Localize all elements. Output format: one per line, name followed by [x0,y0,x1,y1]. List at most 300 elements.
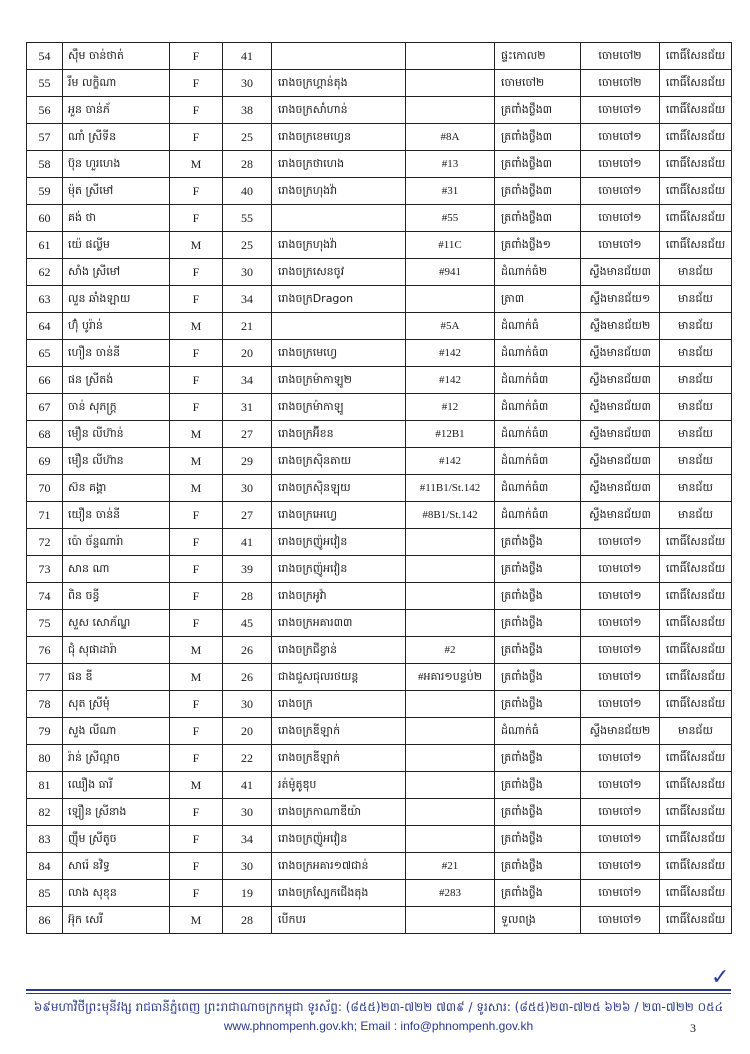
district-cell: ពោធិ៍សែនជ័យ [660,853,732,880]
village-cell: ត្រពាំងថ្លឹង [495,556,581,583]
row-number-cell: 71 [27,502,63,529]
workplace-cell [272,43,406,70]
house-number-cell: #12B1 [406,421,495,448]
age-cell: 30 [223,853,272,880]
commune-cell: ស្ទឹងមានជ័យ៣ [581,394,660,421]
row-number-cell: 86 [27,907,63,934]
sex-cell: M [170,907,223,934]
row-number-cell: 67 [27,394,63,421]
workplace-cell: រោងចក្រថាហេង [272,151,406,178]
workplace-cell: រោងចក្រអេហ្វេ [272,502,406,529]
person-name-cell: លួន ឆាំងឡាយ [63,286,170,313]
district-cell: ពោធិ៍សែនជ័យ [660,556,732,583]
workplace-cell: រោងចក្រអគារ១៧ជាន់ [272,853,406,880]
village-cell: ត្រពាំងថ្លឹង [495,610,581,637]
sex-cell: F [170,178,223,205]
workplace-cell: រត់ម៉ូតូឌុប [272,772,406,799]
district-cell: ពោធិ៍សែនជ័យ [660,826,732,853]
row-number-cell: 54 [27,43,63,70]
age-cell: 28 [223,583,272,610]
house-number-cell: #11C [406,232,495,259]
house-number-cell [406,826,495,853]
table-row [27,745,732,772]
row-number-cell: 84 [27,853,63,880]
village-cell: ដំណាក់ធំ៣ [495,367,581,394]
workplace-cell: រោងចក្រញ៉ូអវៀន [272,556,406,583]
sex-cell: F [170,205,223,232]
table-row [27,70,732,97]
workplace-cell: រោងចក្រសេនចូវ [272,259,406,286]
commune-cell: ចោមចៅ១ [581,556,660,583]
house-number-cell: #941 [406,259,495,286]
workplace-cell: រោងចក្រម៉ាកាឡូ [272,394,406,421]
workplace-cell: រោងចក្រឌីឡាក់ [272,745,406,772]
person-name-cell: ឈឿង ធារី [63,772,170,799]
row-number-cell: 61 [27,232,63,259]
district-cell: ពោធិ៍សែនជ័យ [660,151,732,178]
table-row [27,799,732,826]
workplace-cell: រោងចក្រអូវ៉ា [272,583,406,610]
house-number-cell [406,43,495,70]
page-number: 3 [690,1021,696,1035]
row-number-cell: 63 [27,286,63,313]
workplace-cell: រោងចក្រស្បែកជើងតុង [272,880,406,907]
district-cell: ពោធិ៍សែនជ័យ [660,70,732,97]
table-row [27,853,732,880]
person-name-cell: ចាន់ សុភក្ត្រ [63,394,170,421]
person-name-cell: យឿន ចាន់នី [63,502,170,529]
house-number-cell: #283 [406,880,495,907]
workplace-cell: បើកបរ [272,907,406,934]
commune-cell: ចោមចៅ១ [581,232,660,259]
age-cell: 38 [223,97,272,124]
house-number-cell: #8A [406,124,495,151]
commune-cell: ចោមចៅ១ [581,880,660,907]
house-number-cell [406,907,495,934]
table-row [27,556,732,583]
commune-cell: ចោមចៅ១ [581,124,660,151]
workplace-cell: រោងចក្រមេហ្វេ [272,340,406,367]
footer-email[interactable]: info@phnompenh.gov.kh [400,1019,534,1033]
workplace-cell: រោងចក្រDragon [272,286,406,313]
commune-cell: ចោមចៅ១ [581,151,660,178]
age-cell: 22 [223,745,272,772]
person-name-cell: ប៊ុន ហួរហេង [63,151,170,178]
district-cell: មានជ័យ [660,718,732,745]
age-cell: 41 [223,43,272,70]
age-cell: 45 [223,610,272,637]
district-cell: ពោធិ៍សែនជ័យ [660,43,732,70]
table-row [27,718,732,745]
district-cell: ពោធិ៍សែនជ័យ [660,178,732,205]
table-row [27,340,732,367]
village-cell: ត្រពាំងថ្លឹង៣ [495,124,581,151]
person-name-cell: ណាំ ស្រីទីន [63,124,170,151]
age-cell: 40 [223,178,272,205]
person-name-cell: សួង លីណា [63,718,170,745]
workplace-cell: រោងចក្រញ៉ូអវៀន [272,529,406,556]
district-cell: មានជ័យ [660,259,732,286]
commune-cell: ចោមចៅ១ [581,97,660,124]
person-name-cell: លាង សុខុន [63,880,170,907]
commune-cell: ស្ទឹងមានជ័យ៣ [581,340,660,367]
person-name-cell: ផន ស្រីតង់ [63,367,170,394]
age-cell: 19 [223,880,272,907]
district-cell: ពោធិ៍សែនជ័យ [660,799,732,826]
commune-cell: ស្ទឹងមានជ័យ៣ [581,259,660,286]
village-cell: ត្រពាំងថ្លឹង [495,772,581,799]
commune-cell: ចោមចៅ១ [581,178,660,205]
village-cell: ដំណាក់ធំ [495,313,581,340]
person-name-cell: ពិន ចន្ធី [63,583,170,610]
village-cell: ផ្ទះកោល២ [495,43,581,70]
table-row [27,664,732,691]
commune-cell: ចោមចៅ២ [581,43,660,70]
table-row [27,151,732,178]
person-name-cell: ប៉ោ ច័ន្ទណារ៉ា [63,529,170,556]
row-number-cell: 76 [27,637,63,664]
age-cell: 25 [223,124,272,151]
row-number-cell: 64 [27,313,63,340]
village-cell: ត្រពាំងថ្លឹង [495,799,581,826]
row-number-cell: 79 [27,718,63,745]
row-number-cell: 75 [27,610,63,637]
district-cell: មានជ័យ [660,475,732,502]
commune-cell: ស្ទឹងមានជ័យ៣ [581,475,660,502]
row-number-cell: 82 [27,799,63,826]
person-name-cell: មឿន លីហ៊ាន់ [63,421,170,448]
person-name-cell: សាំង ស្រីមៅ [63,259,170,286]
sex-cell: F [170,340,223,367]
row-number-cell: 59 [27,178,63,205]
commune-cell: ចោមចៅ១ [581,529,660,556]
commune-cell: ចោមចៅ១ [581,853,660,880]
row-number-cell: 80 [27,745,63,772]
age-cell: 20 [223,718,272,745]
person-name-cell: ហ៊ុំ បូរ៉ាន់ [63,313,170,340]
age-cell: 29 [223,448,272,475]
district-cell: មានជ័យ [660,394,732,421]
age-cell: 34 [223,286,272,313]
sex-cell: F [170,691,223,718]
row-number-cell: 68 [27,421,63,448]
patient-list-table [26,42,732,934]
person-name-cell: ផន ឌី [63,664,170,691]
person-name-cell: សារ៉េ នវិទ្ធ [63,853,170,880]
table-row [27,529,732,556]
workplace-cell: រោងចក្រស៊ិនតាយ [272,448,406,475]
house-number-cell [406,772,495,799]
district-cell: ពោធិ៍សែនជ័យ [660,529,732,556]
table-row [27,637,732,664]
workplace-cell [272,313,406,340]
workplace-cell: រោងចក្រហុងវ៉ា [272,232,406,259]
district-cell: ពោធិ៍សែនជ័យ [660,745,732,772]
sex-cell: F [170,853,223,880]
workplace-cell: រោងចក្រកាណាឌីយ៉ា [272,799,406,826]
sex-cell: F [170,70,223,97]
sex-cell: F [170,43,223,70]
district-cell: មានជ័យ [660,448,732,475]
row-number-cell: 62 [27,259,63,286]
table-row [27,178,732,205]
district-cell: ពោធិ៍សែនជ័យ [660,205,732,232]
age-cell: 25 [223,232,272,259]
house-number-cell [406,583,495,610]
person-name-cell: ស៊ឹម ចាន់ថាត់ [63,43,170,70]
district-cell: មានជ័យ [660,502,732,529]
sex-cell: F [170,799,223,826]
footer-divider [26,989,731,991]
village-cell: ត្រពាំងថ្លឹង [495,853,581,880]
commune-cell: ស្ទឹងមានជ័យ២ [581,313,660,340]
age-cell: 30 [223,70,272,97]
district-cell: ពោធិ៍សែនជ័យ [660,124,732,151]
sex-cell: F [170,556,223,583]
commune-cell: ចោមចៅ១ [581,826,660,853]
table-row [27,772,732,799]
district-cell: មានជ័យ [660,286,732,313]
age-cell: 21 [223,313,272,340]
table-row [27,232,732,259]
village-cell: ត្រពាំងថ្លឹង [495,745,581,772]
age-cell: 34 [223,367,272,394]
village-cell: ដំណាក់ធំ២ [495,259,581,286]
age-cell: 26 [223,637,272,664]
village-cell: ត្រពាំងថ្លឹង [495,529,581,556]
age-cell: 20 [223,340,272,367]
village-cell: ត្រពាំងថ្លឹង [495,826,581,853]
commune-cell: ស្ទឹងមានជ័យ៣ [581,502,660,529]
sex-cell: F [170,718,223,745]
village-cell: ដំណាក់ធំ៣ [495,421,581,448]
house-number-cell: #142 [406,448,495,475]
house-number-cell: #8B1/St.142 [406,502,495,529]
age-cell: 39 [223,556,272,583]
person-name-cell: យ៉េ ផល្លីម [63,232,170,259]
village-cell: ត្រពាំងថ្លឹង [495,637,581,664]
house-number-cell [406,691,495,718]
person-name-cell: ម៉ុត ស្រីមៅ [63,178,170,205]
sex-cell: F [170,124,223,151]
workplace-cell: រោងចក្រហ្គាន់តុង [272,70,406,97]
age-cell: 28 [223,907,272,934]
workplace-cell: រោងចក្រម៉ាកាឡូ២ [272,367,406,394]
person-name-cell: សួស សោភ័ណ្ឌ [63,610,170,637]
workplace-cell: រោងចក្រហុងវ៉ា [272,178,406,205]
sex-cell: M [170,421,223,448]
row-number-cell: 57 [27,124,63,151]
person-name-cell: ហឿន ចាន់នី [63,340,170,367]
commune-cell: ចោមចៅ១ [581,583,660,610]
row-number-cell: 73 [27,556,63,583]
district-cell: ពោធិ៍សែនជ័យ [660,664,732,691]
table-row [27,394,732,421]
village-cell: ដំណាក់ធំ៣ [495,502,581,529]
village-cell: ទួលពង្រ [495,907,581,934]
house-number-cell [406,610,495,637]
table-row [27,97,732,124]
table-row [27,367,732,394]
age-cell: 30 [223,259,272,286]
house-number-cell: #21 [406,853,495,880]
house-number-cell [406,529,495,556]
house-number-cell [406,799,495,826]
district-cell: ពោធិ៍សែនជ័យ [660,880,732,907]
person-name-cell: ស៊ន គង្គា [63,475,170,502]
district-cell: ពោធិ៍សែនជ័យ [660,637,732,664]
sex-cell: F [170,610,223,637]
commune-cell: ស្ទឹងមានជ័យ១ [581,286,660,313]
house-number-cell [406,97,495,124]
workplace-cell: រោងចក្រខេមហ្វេន [272,124,406,151]
workplace-cell: ជាងជួសជុលរថយន្ត [272,664,406,691]
sex-cell: F [170,367,223,394]
footer-email-label: ; Email : [353,1019,398,1033]
person-name-cell: ជុំ សុផាដារ៉ា [63,637,170,664]
age-cell: 41 [223,772,272,799]
age-cell: 55 [223,205,272,232]
house-number-cell: #13 [406,151,495,178]
row-number-cell: 83 [27,826,63,853]
district-cell: មានជ័យ [660,367,732,394]
commune-cell: ចោមចៅ២ [581,70,660,97]
commune-cell: ស្ទឹងមានជ័យ៣ [581,367,660,394]
sex-cell: F [170,286,223,313]
sex-cell: M [170,313,223,340]
district-cell: ពោធិ៍សែនជ័យ [660,772,732,799]
person-name-cell: មឿន លីហ៊ាន [63,448,170,475]
workplace-cell: រោងចក្រអគារ៣៣ [272,610,406,637]
table-row [27,610,732,637]
age-cell: 26 [223,664,272,691]
sex-cell: M [170,475,223,502]
row-number-cell: 60 [27,205,63,232]
district-cell: ពោធិ៍សែនជ័យ [660,610,732,637]
sex-cell: M [170,664,223,691]
sex-cell: F [170,745,223,772]
age-cell: 41 [223,529,272,556]
row-number-cell: 58 [27,151,63,178]
person-name-cell: ញ៉ឹម ស្រីតូច [63,826,170,853]
row-number-cell: 81 [27,772,63,799]
district-cell: ពោធិ៍សែនជ័យ [660,232,732,259]
village-cell: ត្រពាំងថ្លឹង [495,880,581,907]
age-cell: 30 [223,691,272,718]
house-number-cell [406,718,495,745]
commune-cell: ចោមចៅ១ [581,610,660,637]
village-cell: ត្រពាំងថ្លឹង៣ [495,205,581,232]
table-row [27,475,732,502]
age-cell: 30 [223,799,272,826]
district-cell: មានជ័យ [660,340,732,367]
table-row [27,583,732,610]
district-cell: ពោធិ៍សែនជ័យ [660,97,732,124]
commune-cell: ចោមចៅ១ [581,691,660,718]
village-cell: ដំណាក់ធំ៣ [495,448,581,475]
village-cell: ចោមចៅ២ [495,70,581,97]
table-row [27,205,732,232]
house-number-cell: #11B1/St.142 [406,475,495,502]
sex-cell: M [170,772,223,799]
row-number-cell: 77 [27,664,63,691]
village-cell: ដំណាក់ធំ៣ [495,340,581,367]
footer-website[interactable]: www.phnompenh.gov.kh [223,1019,354,1033]
house-number-cell [406,745,495,772]
person-name-cell: អួន ចាន់ភ័ [63,97,170,124]
commune-cell: ចោមចៅ១ [581,205,660,232]
age-cell: 27 [223,421,272,448]
table-row [27,880,732,907]
age-cell: 28 [223,151,272,178]
house-number-cell: #5A [406,313,495,340]
commune-cell: ចោមចៅ១ [581,637,660,664]
workplace-cell: រោងចក្រញ៉ូអវៀន [272,826,406,853]
table-row [27,448,732,475]
house-number-cell: #31 [406,178,495,205]
sex-cell: F [170,502,223,529]
commune-cell: ស្ទឹងមានជ័យ២ [581,718,660,745]
commune-cell: ចោមចៅ១ [581,799,660,826]
commune-cell: ចោមចៅ១ [581,745,660,772]
village-cell: ត្រា៣ [495,286,581,313]
row-number-cell: 70 [27,475,63,502]
village-cell: ត្រពាំងថ្លឹង១ [495,232,581,259]
house-number-cell: #142 [406,367,495,394]
sex-cell: F [170,394,223,421]
row-number-cell: 56 [27,97,63,124]
table-row [27,43,732,70]
commune-cell: ស្ទឹងមានជ័យ៣ [581,421,660,448]
person-name-cell: គង់ ថា [63,205,170,232]
person-name-cell: សុត ស្រីមុំ [63,691,170,718]
workplace-cell: រោងចក្រស៊ិនឡុយ [272,475,406,502]
row-number-cell: 66 [27,367,63,394]
commune-cell: ចោមចៅ១ [581,664,660,691]
age-cell: 27 [223,502,272,529]
sex-cell: F [170,583,223,610]
table-row [27,124,732,151]
sex-cell: F [170,880,223,907]
age-cell: 30 [223,475,272,502]
table-row [27,502,732,529]
workplace-cell: រោងចក្រអ៊ីខន [272,421,406,448]
house-number-cell: #142 [406,340,495,367]
village-cell: ត្រពាំងថ្លឹង៣ [495,151,581,178]
commune-cell: ចោមចៅ១ [581,907,660,934]
village-cell: ដំណាក់ធំ៣ [495,394,581,421]
house-number-cell: #12 [406,394,495,421]
person-name-cell: រ៉ាន់ ស្រីល្អាច [63,745,170,772]
village-cell: ដំណាក់ធំ [495,718,581,745]
sex-cell: M [170,637,223,664]
table-row [27,907,732,934]
age-cell: 31 [223,394,272,421]
commune-cell: ចោមចៅ១ [581,772,660,799]
row-number-cell: 74 [27,583,63,610]
footer-contact [26,1019,731,1033]
footer-address: ៦៩មហាវិថីព្រះមុនីវង្ស រាជធានីភ្នំពេញ ព្រះរាជាណាចក្រកម្ពុជា ទូរស័ព្ទ: (៨៥៥)២៣-៧២២ ៧៣៩ / ទូរសារ: (៨៥៥)២៣-៧២៥ ៦២៦ / ២៣-៧២២ ០៥៤ [33,1000,724,1014]
row-number-cell: 72 [27,529,63,556]
house-number-cell: #អគារ១បន្ទប់២ [406,664,495,691]
district-cell: មានជ័យ [660,313,732,340]
district-cell: ពោធិ៍សែនជ័យ [660,691,732,718]
table-row [27,826,732,853]
table-row [27,259,732,286]
sex-cell: M [170,151,223,178]
village-cell: ត្រពាំងថ្លឹង៣ [495,178,581,205]
house-number-cell [406,286,495,313]
